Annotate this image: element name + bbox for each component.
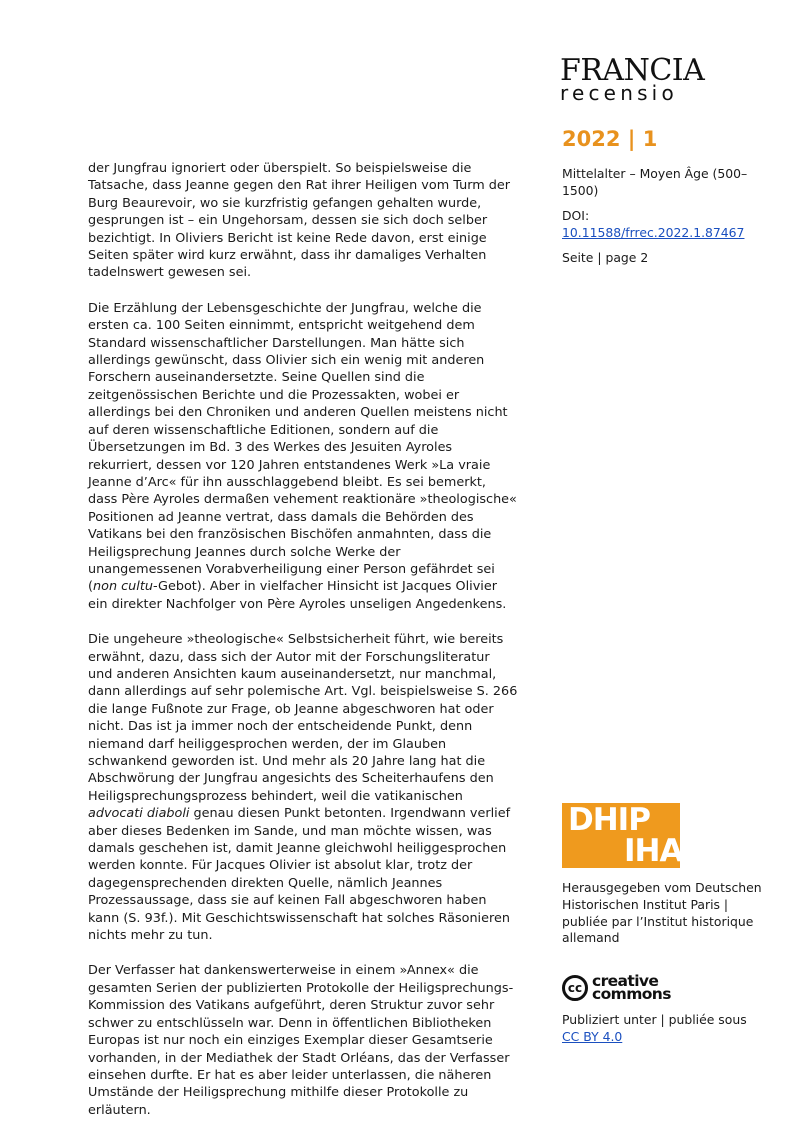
doi-label: DOI: [562,208,590,223]
dhip-logo-text: DHIP [568,802,650,838]
page-number: Seite | page 2 [562,250,649,265]
paragraph-3: Die ungeheure »theologische« Selbstsicherheit führt, wie bereits erwähnt, dazu, dass sich der Autor mit der Forschungsliteratur und anderen Ansichten kaum auseinandersetzt, nur manchmal, dann allerdings auf sehr polemische Art. Vgl. beispielsweise S. 266 die lange Fußnote zur Frage, ob Jeanne abgeschworen hat oder nicht. Das ist ja immer noch der entscheidende Punkt, denn niemand darf heiliggesprochen werden, der im Glauben schwankend geworden ist. Und mehr als 20 Jahre lang hat die Abschwörung der Jungfrau angesichts des Scheiterhaufens den Heiligsprechungsprozess behindert, weil die vatikanischen advocati diaboli genau diesen Punkt betonten. Irgendwann verlief aber dieses Bedenken im Sande, und man möchte wissen, was damals geschehen ist, damit Jeanne gleichwohl heiliggesprochen werden konnte. Für Jacques Olivier ist absolut klar, trotz der dagegensprechenden direkten Quelle, nämlich Jeannes Prozessaussage, dass sie auf keinen Fall abgeschworen haben kann (S. 93f.). Mit Geschichtswissenschaft hat solches Räsonieren nichts mehr zu tun. [88,632,518,944]
cc-text-line2: commons [592,985,671,1003]
cc-text-line1: creative [592,972,659,990]
publisher-note: Herausgegeben vom Deutschen Historischen Institut Paris | publiée par l’Institut historique allemand [562,880,762,946]
paragraph-4: Der Verfasser hat dankenswerterweise in einem »Annex« die gesamten Serien der publizierten Protokolle der Heiligsprechungs-Kommission des Vatikans aufgeführt, deren Struktur zuvor sehr schwer zu entschlüsseln war. Denn in öffentlichen Bibliotheken Europas ist nur noch ein einziges Exemplar dieser Gesamtserie vorhanden, in der Mediathek der Stadt Orléans, das der Verfasser einsehen durfte. Er hat es aber leider unterlassen, die näheren Umstände der Heiligsprechung mithilfe dieser Protokolle zu erläutern. [88,963,514,1118]
cc-icon: cc [562,975,588,1001]
dhip-iha-logo [562,802,683,869]
paragraph-2: Die Erzählung der Lebensgeschichte der Jungfrau, welche die ersten ca. 100 Seiten einnimmt, entspricht weitgehend dem Standard wissenschaftlicher Darstellungen. Man hätte sich allerdings gewünscht, dass Olivier sich ein wenig mit anderen Forschern auseinandersetzte. Seine Quellen sind die zeitgenössischen Berichte und die Prozessakten, wobei er allerdings bei den Chroniken und anderen Quellen meistens nicht auf deren wissenschaftliche Editionen, sondern auf die Übersetzungen im Bd. 3 des Werkes des Jesuiten Ayroles rekurriert, dessen vor 120 Jahren entstandenes Werk »La vraie Jeanne d’Arc« für ihn ausschlaggebend bleibt. Es sei bemerkt, dass Père Ayroles dermaßen vehement reaktionäre »theologische« Positionen ad Jeanne vertrat, dass damals die Behörden des Vatikans bei den französischen Bischöfen anmahnten, dass die Heiligsprechung Jeannes durch solche Werke der unangemessenen Vorabverheiligung einer Person gefährdet sei (non cultu-Gebot). Aber in vielfacher Hinsicht ist Jacques Olivier ein direkter Nachfolger von Père Ayroles unseligen Angedenkens. [88,300,517,612]
iha-logo-text: IHA [624,833,683,869]
period-label: Mittelalter – Moyen Âge (500–1500) [562,166,748,198]
paragraph-1: der Jungfrau ignoriert oder überspielt. So beispielsweise die Tatsache, dass Jeanne gegen den Rat ihrer Heiligen vom Turm der Burg Beaurevoir, wo sie kurzfristig gefangen gehalten wurde, gesprungen ist – ein Ungehorsam, dessen sie sich doch selber bezichtigt. In Oliviers Bericht ist keine Rede davon, erst einige Seiten später wird kurz erwähnt, dass ihr damaliges Verhalten tadelnswert gewesen sei. [88,161,511,281]
creative-commons-logo [562,972,671,1004]
article-body [88,160,518,1137]
issue-number: 2022 | 1 [562,127,658,151]
logo-francia-text: FRANCIA [560,53,705,88]
license-block [562,1012,762,1046]
logo-recensio-text: recensio [560,81,678,105]
license-label: Publiziert unter | publiée sous [562,1012,747,1027]
doi-link[interactable]: 10.11588/frrec.2022.1.87467 [562,224,745,240]
license-link[interactable]: CC BY 4.0 [562,1028,623,1044]
francia-recensio-logo [560,53,720,105]
doi-block [562,208,762,242]
